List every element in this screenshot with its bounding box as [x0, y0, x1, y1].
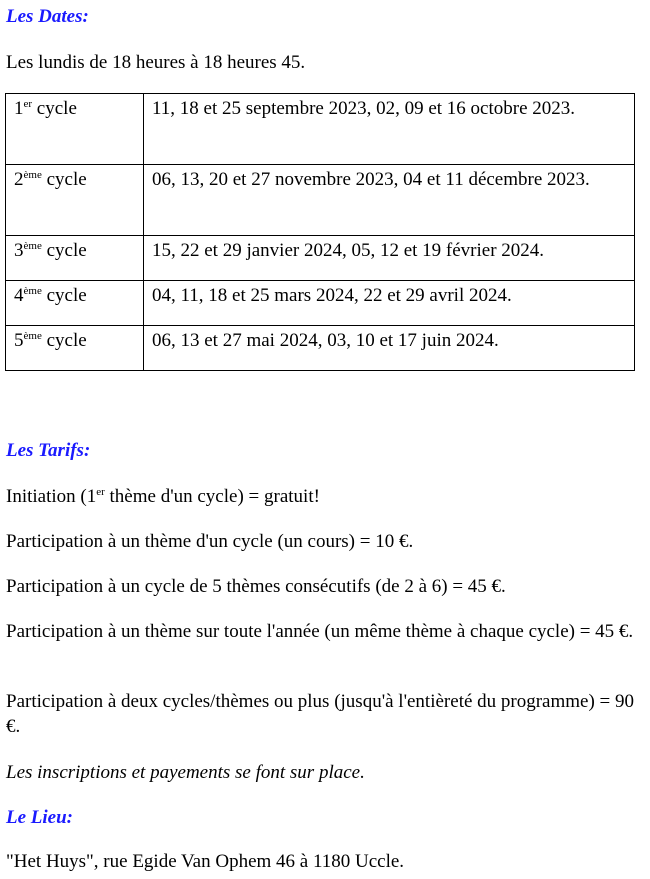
tarif-multiple: Participation à deux cycles/thèmes ou plus (jusqu'à l'entièreté du programme) = 90 €. [6, 691, 635, 737]
tarif-one-theme: Participation à un thème d'un cycle (un cours) = 10 €. [6, 531, 414, 552]
tarif-one-cycle: Participation à un cycle de 5 thèmes consécutifs (de 2 à 6) = 45 €. [6, 576, 506, 597]
lieu-heading: Le Lieu: [6, 807, 74, 828]
dates-intro: Les lundis de 18 heures à 18 heures 45. [6, 52, 306, 73]
table-row [6, 94, 635, 165]
cycle-dates: 06, 13 et 27 mai 2024, 03, 10 et 17 juin 2024. [144, 326, 635, 371]
table-row [6, 281, 635, 326]
cycle-label: 5ème cycle [6, 326, 144, 371]
cycle-dates: 06, 13, 20 et 27 novembre 2023, 04 et 11 décembre 2023. [144, 165, 635, 236]
cycle-dates: 15, 22 et 29 janvier 2024, 05, 12 et 19 février 2024. [144, 236, 635, 281]
dates-heading: Les Dates: [6, 6, 89, 27]
lieu-address: "Het Huys", rue Egide Van Ophem 46 à 1180 Uccle. [6, 851, 405, 872]
registration-note: Les inscriptions et payements se font sur place. [6, 762, 365, 783]
tarif-initiation: Initiation (1er thème d'un cycle) = gratuit! [6, 486, 320, 507]
cycle-label: 4ème cycle [6, 281, 144, 326]
tarifs-heading: Les Tarifs: [6, 440, 91, 461]
cycle-dates: 04, 11, 18 et 25 mars 2024, 22 et 29 avril 2024. [144, 281, 635, 326]
table-row [6, 165, 635, 236]
cycle-label: 1er cycle [6, 94, 144, 165]
table-row [6, 236, 635, 281]
cycle-label: 2ème cycle [6, 165, 144, 236]
tarif-one-theme-year: Participation à un thème sur toute l'année (un même thème à chaque cycle) = 45 €. [6, 621, 634, 642]
cycle-dates: 11, 18 et 25 septembre 2023, 02, 09 et 16 octobre 2023. [144, 94, 635, 165]
table-row [6, 326, 635, 371]
cycle-label: 3ème cycle [6, 236, 144, 281]
dates-table [5, 93, 635, 371]
